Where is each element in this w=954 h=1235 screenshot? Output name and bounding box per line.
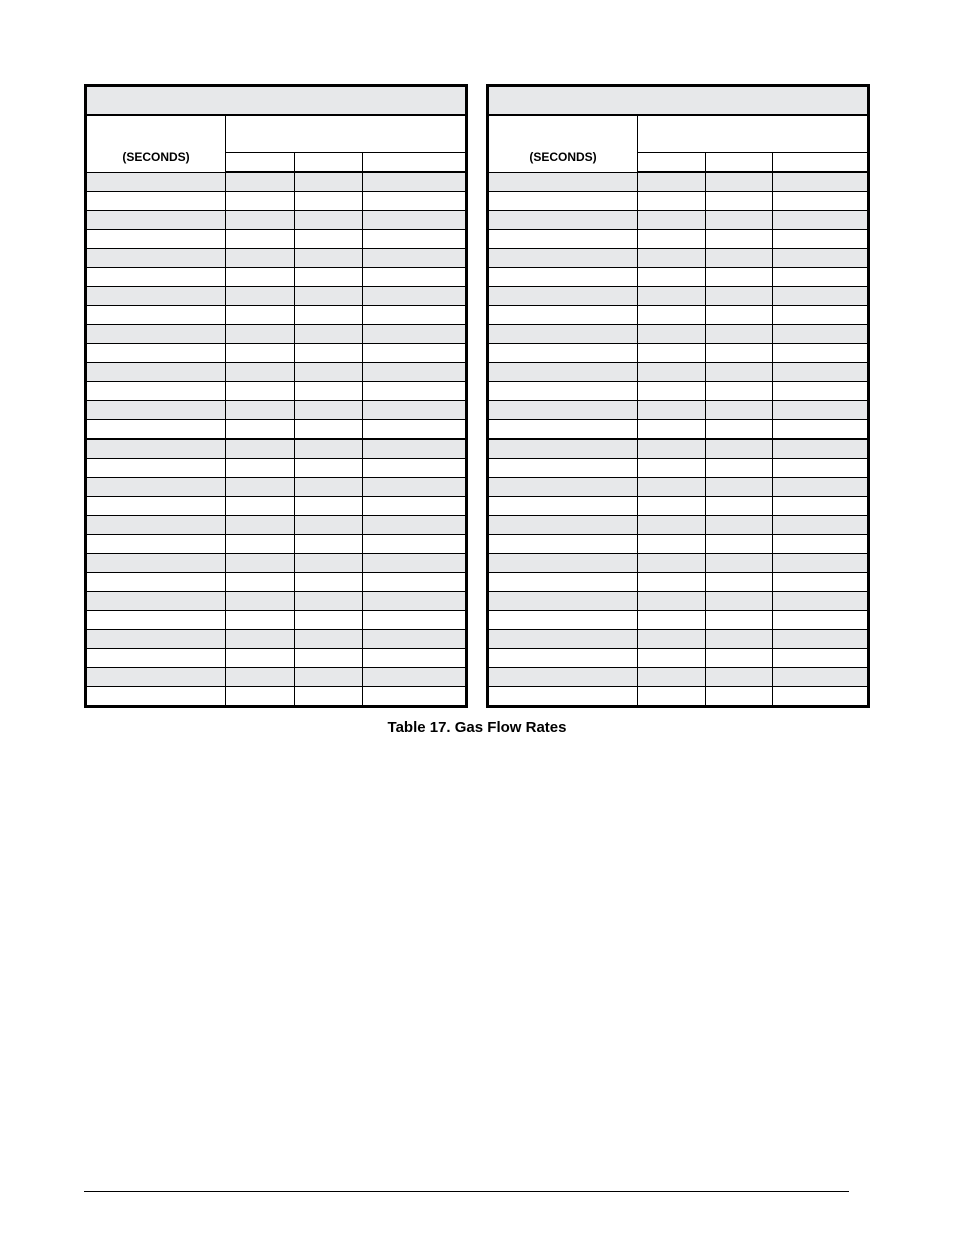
table-cell xyxy=(638,401,706,420)
table-cell xyxy=(226,535,295,554)
table-cell xyxy=(295,478,363,497)
table-cell xyxy=(706,401,773,420)
table-cell xyxy=(488,211,638,230)
table-cell xyxy=(226,478,295,497)
table-row xyxy=(86,668,467,687)
table-row xyxy=(488,497,869,516)
table-row xyxy=(86,611,467,630)
table-cell xyxy=(706,172,773,192)
table-cell xyxy=(86,630,226,649)
table-cell xyxy=(638,592,706,611)
table-cell xyxy=(226,554,295,573)
table-row xyxy=(86,363,467,382)
table-cell xyxy=(86,306,226,325)
table-cell xyxy=(488,287,638,306)
table-row xyxy=(86,172,467,192)
table-cell xyxy=(488,478,638,497)
table-cell xyxy=(706,211,773,230)
table-cell xyxy=(638,420,706,440)
table-cell xyxy=(226,459,295,478)
table-cell xyxy=(86,459,226,478)
table-row xyxy=(488,268,869,287)
table-cell xyxy=(226,172,295,192)
table-cell xyxy=(706,668,773,687)
table-cell xyxy=(363,382,467,401)
table-row xyxy=(86,401,467,420)
table-row xyxy=(86,573,467,592)
table-cell xyxy=(706,287,773,306)
table-cell xyxy=(295,325,363,344)
table-row xyxy=(488,439,869,459)
table-cell xyxy=(295,401,363,420)
table-cell xyxy=(86,668,226,687)
table-cell xyxy=(363,478,467,497)
table-cell xyxy=(488,401,638,420)
table-cell xyxy=(706,630,773,649)
table-cell xyxy=(86,649,226,668)
table-cell xyxy=(363,363,467,382)
table-cell xyxy=(363,592,467,611)
table-cell xyxy=(706,592,773,611)
table-cell xyxy=(706,192,773,211)
table-cell xyxy=(86,344,226,363)
table-cell xyxy=(363,401,467,420)
table-cell xyxy=(488,249,638,268)
table-row xyxy=(488,611,869,630)
table-row xyxy=(488,573,869,592)
table-cell xyxy=(773,535,869,554)
table-row xyxy=(488,687,869,707)
table-cell xyxy=(638,249,706,268)
table-cell xyxy=(638,573,706,592)
table-cell xyxy=(295,630,363,649)
table-cell xyxy=(488,554,638,573)
table-cell xyxy=(295,554,363,573)
table-cell xyxy=(295,687,363,707)
table-cell xyxy=(86,554,226,573)
table-cell xyxy=(638,344,706,363)
table-cell xyxy=(226,230,295,249)
table-cell xyxy=(363,268,467,287)
table-cell xyxy=(363,211,467,230)
table-row xyxy=(86,230,467,249)
table-cell xyxy=(363,630,467,649)
table-cell xyxy=(706,611,773,630)
table-cell xyxy=(638,459,706,478)
table-cell xyxy=(706,363,773,382)
table-cell xyxy=(86,249,226,268)
table-cell xyxy=(488,611,638,630)
flow-header xyxy=(638,115,869,153)
table-cell xyxy=(363,687,467,707)
table-cell xyxy=(86,325,226,344)
table-row xyxy=(86,306,467,325)
table-cell xyxy=(706,382,773,401)
table-cell xyxy=(363,344,467,363)
table-cell xyxy=(295,363,363,382)
table-cell xyxy=(226,344,295,363)
table-cell xyxy=(706,420,773,440)
table-cell xyxy=(86,497,226,516)
table-cell xyxy=(488,420,638,440)
table-cell xyxy=(295,249,363,268)
table-row xyxy=(488,592,869,611)
table-cell xyxy=(86,592,226,611)
table-title-row xyxy=(86,86,467,116)
table-cell xyxy=(773,382,869,401)
table-body xyxy=(488,86,869,707)
table-cell xyxy=(488,382,638,401)
table-cell xyxy=(488,535,638,554)
table-cell xyxy=(706,306,773,325)
table-cell xyxy=(363,649,467,668)
table-cell xyxy=(638,306,706,325)
table-cell xyxy=(363,554,467,573)
table-cell xyxy=(295,172,363,192)
table-cell xyxy=(226,401,295,420)
table-cell xyxy=(488,630,638,649)
table-cell xyxy=(638,535,706,554)
table-row xyxy=(488,211,869,230)
table-cell xyxy=(706,516,773,535)
table-cell xyxy=(773,211,869,230)
table-cell xyxy=(488,172,638,192)
table-cell xyxy=(773,497,869,516)
table-cell xyxy=(773,420,869,440)
table-header-row xyxy=(86,115,467,153)
table-cell xyxy=(638,192,706,211)
table-row xyxy=(86,249,467,268)
table-cell xyxy=(86,230,226,249)
table-cell xyxy=(773,172,869,192)
table-row xyxy=(488,516,869,535)
table-cell xyxy=(86,420,226,440)
seconds-header: (SECONDS) xyxy=(488,115,638,172)
table-row xyxy=(488,230,869,249)
table-cell xyxy=(773,287,869,306)
table-row xyxy=(86,382,467,401)
table-row xyxy=(488,363,869,382)
table-cell xyxy=(488,516,638,535)
table-cell xyxy=(638,363,706,382)
table-row xyxy=(86,592,467,611)
table-cell xyxy=(86,573,226,592)
table-cell xyxy=(226,611,295,630)
table-cell xyxy=(773,325,869,344)
table-row xyxy=(86,439,467,459)
table-cell xyxy=(706,649,773,668)
table-cell xyxy=(706,478,773,497)
table-cell xyxy=(363,420,467,440)
table-row xyxy=(488,630,869,649)
table-cell xyxy=(226,287,295,306)
table-cell xyxy=(488,459,638,478)
table-row xyxy=(86,649,467,668)
table-row xyxy=(86,497,467,516)
table-cell xyxy=(86,687,226,707)
table-cell xyxy=(295,287,363,306)
table-cell xyxy=(363,192,467,211)
table-cell xyxy=(706,497,773,516)
seconds-header: (SECONDS) xyxy=(86,115,226,172)
table-cell xyxy=(706,249,773,268)
table-cell xyxy=(86,382,226,401)
table-cell xyxy=(295,649,363,668)
table-cell xyxy=(706,573,773,592)
table-cell xyxy=(706,344,773,363)
table-cell xyxy=(86,363,226,382)
table-cell xyxy=(638,172,706,192)
table-cell xyxy=(363,516,467,535)
table-cell xyxy=(773,459,869,478)
table-cell xyxy=(363,230,467,249)
table-cell xyxy=(706,325,773,344)
table-cell xyxy=(363,668,467,687)
table-cell xyxy=(226,592,295,611)
table-row xyxy=(86,535,467,554)
table-cell xyxy=(773,306,869,325)
table-cell xyxy=(295,344,363,363)
table-row xyxy=(488,382,869,401)
table-cell xyxy=(363,249,467,268)
table-cell xyxy=(295,592,363,611)
table-cell xyxy=(295,668,363,687)
table-cell xyxy=(226,649,295,668)
table-cell xyxy=(488,325,638,344)
table-cell xyxy=(295,268,363,287)
table-row xyxy=(86,287,467,306)
table-cell xyxy=(226,192,295,211)
table-row xyxy=(86,459,467,478)
table-row xyxy=(488,249,869,268)
table-cell xyxy=(363,611,467,630)
table-row xyxy=(488,668,869,687)
table-cell xyxy=(638,439,706,459)
table-cell xyxy=(773,268,869,287)
table-row xyxy=(488,325,869,344)
table-cell xyxy=(773,516,869,535)
table-cell xyxy=(488,497,638,516)
table-row xyxy=(488,478,869,497)
table-row xyxy=(86,211,467,230)
table-cell xyxy=(295,516,363,535)
table-row xyxy=(488,401,869,420)
table-cell xyxy=(773,611,869,630)
table-title-row xyxy=(488,86,869,116)
table-cell xyxy=(363,306,467,325)
table-cell xyxy=(773,344,869,363)
table-cell xyxy=(295,211,363,230)
table-cell xyxy=(488,192,638,211)
table-cell xyxy=(86,516,226,535)
flow-header xyxy=(226,115,467,153)
table-cell xyxy=(363,535,467,554)
table-caption: Table 17. Gas Flow Rates xyxy=(387,719,567,736)
table-body xyxy=(86,86,467,707)
table-cell xyxy=(773,401,869,420)
table-row xyxy=(488,192,869,211)
table-cell xyxy=(773,668,869,687)
table-cell xyxy=(638,382,706,401)
table-cell xyxy=(638,478,706,497)
table-cell xyxy=(773,649,869,668)
table-row xyxy=(488,649,869,668)
footer-divider xyxy=(84,1191,849,1192)
table-row xyxy=(488,344,869,363)
table-cell xyxy=(488,306,638,325)
table-cell xyxy=(488,573,638,592)
table-row xyxy=(86,630,467,649)
table-cell xyxy=(86,192,226,211)
table-row xyxy=(488,535,869,554)
table-cell xyxy=(226,268,295,287)
table-cell xyxy=(295,420,363,440)
table-cell xyxy=(226,687,295,707)
table-cell xyxy=(773,478,869,497)
table-cell xyxy=(638,497,706,516)
table-row xyxy=(488,420,869,440)
table-cell xyxy=(706,554,773,573)
table-cell xyxy=(488,268,638,287)
table-row xyxy=(86,344,467,363)
table-cell xyxy=(226,497,295,516)
table-cell xyxy=(638,230,706,249)
table-cell xyxy=(773,592,869,611)
table-cell xyxy=(363,573,467,592)
table-row xyxy=(86,687,467,707)
table-cell xyxy=(488,649,638,668)
table-cell xyxy=(706,268,773,287)
table-cell xyxy=(226,573,295,592)
table-cell xyxy=(706,230,773,249)
table-cell xyxy=(295,192,363,211)
table-cell xyxy=(638,687,706,707)
table-row xyxy=(488,459,869,478)
table-row xyxy=(488,306,869,325)
table-cell xyxy=(86,611,226,630)
table-cell xyxy=(363,497,467,516)
table-cell xyxy=(773,363,869,382)
table-row xyxy=(86,325,467,344)
table-cell xyxy=(86,287,226,306)
table-cell xyxy=(773,439,869,459)
table-cell xyxy=(638,611,706,630)
table-cell xyxy=(638,649,706,668)
table-cell xyxy=(86,211,226,230)
table-cell xyxy=(706,535,773,554)
table-cell xyxy=(488,592,638,611)
table-cell xyxy=(86,401,226,420)
table-cell xyxy=(86,439,226,459)
table-cell xyxy=(226,211,295,230)
table-row xyxy=(86,268,467,287)
table-cell xyxy=(488,687,638,707)
table-cell xyxy=(226,382,295,401)
table-cell xyxy=(295,573,363,592)
table-cell xyxy=(638,516,706,535)
table-cell xyxy=(363,459,467,478)
table-cell xyxy=(226,630,295,649)
table-cell xyxy=(638,268,706,287)
table-cell xyxy=(295,535,363,554)
table-cell xyxy=(488,363,638,382)
table-cell xyxy=(488,668,638,687)
table-cell xyxy=(226,420,295,440)
table-row xyxy=(86,554,467,573)
table-cell xyxy=(488,344,638,363)
table-cell xyxy=(295,611,363,630)
table-cell xyxy=(773,630,869,649)
table-cell xyxy=(638,668,706,687)
table-cell xyxy=(773,687,869,707)
table-cell xyxy=(295,382,363,401)
table-cell xyxy=(706,459,773,478)
table-cell xyxy=(86,172,226,192)
table-cell xyxy=(773,554,869,573)
table-row xyxy=(86,516,467,535)
table-cell xyxy=(295,497,363,516)
table-row xyxy=(86,478,467,497)
table-cell xyxy=(638,325,706,344)
table-cell xyxy=(86,478,226,497)
table-cell xyxy=(706,439,773,459)
table-cell xyxy=(226,363,295,382)
table-row xyxy=(488,172,869,192)
table-cell xyxy=(226,249,295,268)
table-cell xyxy=(638,630,706,649)
table-cell xyxy=(226,325,295,344)
table-cell xyxy=(488,230,638,249)
table-cell xyxy=(773,192,869,211)
table-cell xyxy=(488,439,638,459)
table-cell xyxy=(773,249,869,268)
table-cell xyxy=(638,211,706,230)
table-cell xyxy=(295,306,363,325)
table-cell xyxy=(363,439,467,459)
table-cell xyxy=(363,287,467,306)
gas-flow-table-right xyxy=(486,84,870,708)
gas-flow-table-left xyxy=(84,84,468,708)
table-cell xyxy=(295,459,363,478)
table-cell xyxy=(363,172,467,192)
table-row xyxy=(86,420,467,440)
table-cell xyxy=(86,535,226,554)
table-cell xyxy=(773,573,869,592)
table-cell xyxy=(226,668,295,687)
table-cell xyxy=(295,230,363,249)
table-cell xyxy=(638,554,706,573)
table-row xyxy=(86,192,467,211)
table-cell xyxy=(295,439,363,459)
table-header-row xyxy=(488,115,869,153)
table-cell xyxy=(773,230,869,249)
table-cell xyxy=(86,268,226,287)
table-row xyxy=(488,287,869,306)
table-cell xyxy=(226,306,295,325)
table-cell xyxy=(638,287,706,306)
table-cell xyxy=(363,325,467,344)
table-cell xyxy=(706,687,773,707)
table-row xyxy=(488,554,869,573)
table-cell xyxy=(226,516,295,535)
table-cell xyxy=(226,439,295,459)
